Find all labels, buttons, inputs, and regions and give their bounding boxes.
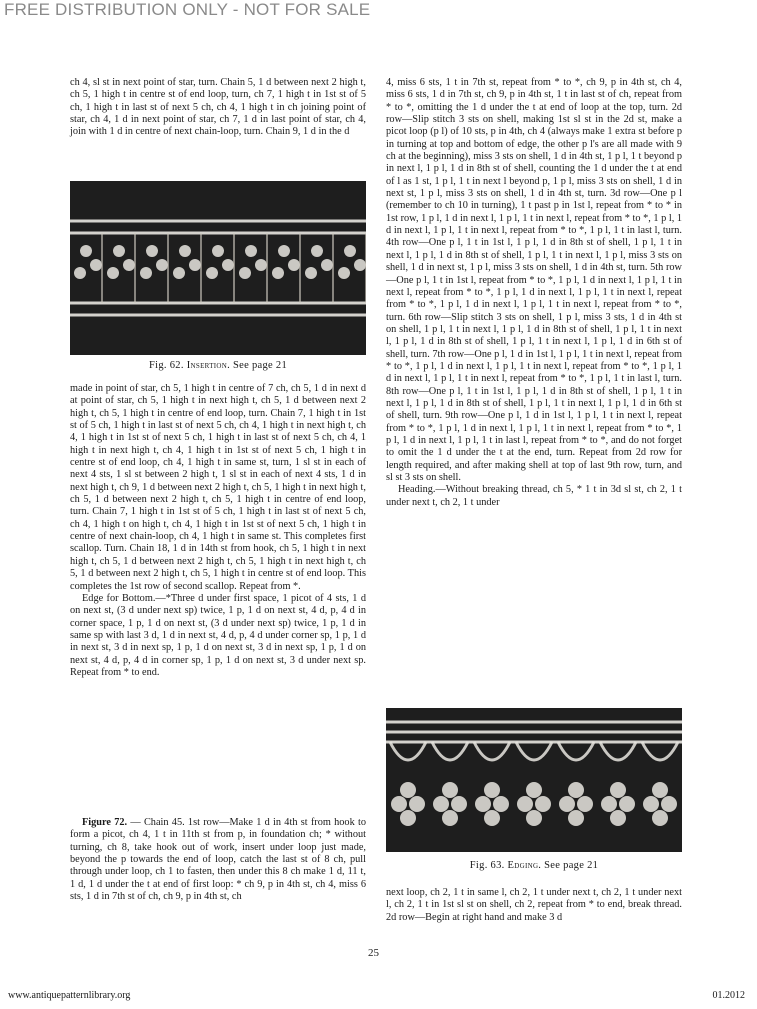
- figure-reference: See page 21: [544, 860, 599, 871]
- lace-flower: [493, 796, 509, 812]
- lace-motif: [338, 267, 350, 279]
- lace-flower: [526, 810, 542, 826]
- section-text: —Without breaking thread, ch 5, * 1 t in 3d sl st, ch 2, 1 t under next t, ch 2, 1 t under: [386, 484, 682, 508]
- lace-motif: [344, 245, 356, 257]
- section-heading: Figure 72.: [82, 817, 128, 828]
- section-text: —*Three d under first space, 1 picot of 4 sts, 1 d on next st, (3 d under next sp) twice, 1 p, 1 d on next st, 4 d, p, 4 d in corner space, 1 p, 1 d on next st, (3 d under next sp) twice, 1 p, 1 d in same sp with last 3 d, 1 d in next st, 4 d, p, 4 d under corner sp, 1 p, 1 d in next st, 3 d in next sp, 1 p, 1 d on next st, 3 d in next sp, 1 p, 1 d on next st, 4 d, p, 4 d in corner sp, 1 p, 1 d on next st, 3 d under next sp. Repeat from * to end.: [70, 592, 366, 678]
- lace-flower: [517, 796, 533, 812]
- lace-flower: [484, 782, 500, 798]
- lace-flower: [526, 782, 542, 798]
- figure-72-paragraph: [70, 817, 366, 903]
- edging-lace-image: [386, 708, 682, 852]
- lace-motif: [173, 267, 185, 279]
- figure-number: Fig. 62.: [148, 360, 184, 371]
- figure-reference: See page 21: [232, 360, 287, 371]
- lace-motif: [321, 259, 333, 271]
- lace-flower: [442, 810, 458, 826]
- figure-number: Fig. 63.: [469, 860, 505, 871]
- paragraph: ch 4, sl st in next point of star, turn. Chain 5, 1 d between next 2 high t, ch 5, 1 high t in centre st of end loop, turn, ch 7, 1 high t in 1st st of 5 ch, 1 high t in last st of next 5 ch, ch 4, 1 high t in ch joining point of star, ch 4, 1 d in next point of star, ch 7, 1 d in last point of star, ch 4, join with 1 d in centre of next chain-loop, turn. Chain 9, 1 d in the d: [70, 77, 366, 138]
- lace-motif: [311, 245, 323, 257]
- lace-flower: [391, 796, 407, 812]
- left-column-top-text: [70, 77, 366, 139]
- section-text: — Chain 45. 1st row—Make 1 d in 4th st from hook to form a picot, ch 4, 1 t in 11th st from p, in foundation ch; * without turning, ch 8, take hook out of work, insert under loop just made, beyond the p towards the end of loop, catch the last st of 8 ch, pull through under loop, ch 1 to fasten, then under this 8 ch make 1 d, 11 t, 1 d, 1 d under the t at end of first loop: * ch 9, p in 4th st, ch 4, miss 6 sts, 1 d in 7th st of ch, ch 9, p in 4th st, ch: [70, 817, 366, 903]
- right-column-top-text: [386, 77, 682, 509]
- lace-motif: [255, 259, 267, 271]
- lace-motif: [179, 245, 191, 257]
- distribution-banner: FREE DISTRIBUTION ONLY - NOT FOR SALE: [4, 0, 371, 19]
- paragraph: next loop, ch 2, 1 t in same l, ch 2, 1 t under next t, ch 2, 1 t under next l, ch 2, 1 t in 1st sl st on shell, ch 2, repeat from * to end, break thread. 2d row—Begin at right hand and make 3 d: [386, 887, 682, 923]
- lace-flower: [568, 810, 584, 826]
- lace-flower: [601, 796, 617, 812]
- lace-flower: [619, 796, 635, 812]
- page-number: 25: [368, 947, 379, 959]
- lace-flower: [475, 796, 491, 812]
- lace-motif: [288, 259, 300, 271]
- heading-paragraph: [386, 484, 682, 509]
- insertion-photo: [70, 181, 366, 355]
- right-column-bottom-text: [386, 887, 682, 924]
- lace-motif: [74, 267, 86, 279]
- lace-motif: [156, 259, 168, 271]
- footer-date: 01.2012: [712, 990, 745, 1001]
- lace-flower: [400, 810, 416, 826]
- paragraph: 4, miss 6 sts, 1 t in 7th st, repeat from * to *, ch 9, p in 4th st, ch 4, miss 6 sts, 1 d in 7th st, ch 9, p in 4th st, 1 t in last st of ch, repeat from * to *, omitting the 1 d under the t at end of loop at the top, turn. 2d row—Slip stitch 3 sts on shell, making 1st sl st in the 2d st, make a picot loop (p l) of 10 sts, p in 4th, ch 4 (always make 1 extra st before p in turning at top and bottom of edge, the other p l's are all made with 9 ch at the beginning), miss 3 sts on shell, 1 d in 4th st, 1 p l, 1 t beyond p in next l, 1 p l, 1 d in 8th st of shell, counting the 1 d under the t at end of l as 1 st, 1 p l, 1 t in next l beyond p, 1 p l, miss 3 sts on shell, 1 d in next st, 1 p l, miss 3 sts on shell, 1 d in 4th st, turn. 3d row—One p l (remember to ch 10 in turning), 1 t past p in 1st l, repeat from * to * in 1st row, 1 p l, 1 d in next l, 1 p l, 1 t in next l, repeat from * to *, 1 p l, 1 d in next l, 1 p l, 1 t in next l, repeat from * to *, 1 p l, 1 t in last l, turn. 4th row—One p l, 1 t in 1st l, 1 p l, 1 d in 8th st of shell, 1 p l, 1 t in next l, 1 p l, 1 d in 8th st of shell, 1 p l, 1 t in next l, 1 p l, miss 3 sts on shell, 1 d in next st, 1 p l, miss 3 sts on shell, 1 d in 4th st, turn. 5th row—One p l, 1 t in 1st l, repeat from * to *, 1 p l, 1 d in next l, 1 p l, 1 t in next l, repeat from * to *, 1 p l, 1 d in next l, 1 p l, 1 t in next l, repeat from * to *, 1 p l, 1 d in next l, 1 p l, 1 t in next l, repeat from * to *, turn. 6th row—Slip stitch 3 sts on shell, 1 p l, miss 3 sts, 1 d in 4th st on shell, 1 p l, 1 t in next l, 1 p l, 1 d in 8th st of shell, 1 p l, 1 t in next l, 1 p l, 1 d in 8th st of shell, 1 p l, 1 t in next l, 1 p l, 1 d in 6th st of shell, turn. 7th row—One p l, 1 d in 1st l, 1 p l, 1 t in next l, repeat from * to *, 1 p l, 1 d in next l, 1 p l, 1 t in next l, repeat from * to *, 1 p l, 1 d in next l, 1 p l, 1 t in next l, repeat from * to *, 1 p l, 1 t in last l, turn. 8th row—One p l, 1 t in 1st l, 1 p l, 1 d in 8th st of shell, 1 p l, 1 t in next l, 1 p l, 1 d in 8th st of shell, 1 p l, 1 t in next l, 1 p l, 1 d in 6th st of shell, turn. 9th row—One p l, 1 d in 1st l, 1 p l, 1 t in next l, repeat from * to *, 1 p l, 1 d in next l, 1 p l, 1 t in next l, repeat from * to *, 1 p l, 1 d in next l, 1 p l, 1 t in last l, repeat from * to *, and do not forget to omit the 1 d under the t at the end, turn. Repeat from 2d row for length required, and after making shell at top of last 9th row, turn, and sl st 3 sts on shell.: [386, 77, 682, 483]
- paragraph: made in point of star, ch 5, 1 high t in centre of 7 ch, ch 5, 1 d in next d at point of star, ch 5, 1 high t in next high t, ch 5, 1 d between next 2 high t, ch 5, 1 high t in centre of end loop, turn. Chain 7, 1 high t in 1st st of 5 ch, 1 high t in last st of next 5 ch, ch 4, 1 high t in next high t, ch 4, 1 high t in 1st st of next 5 ch, 1 high t in last st of next 5 ch, ch 4, 1 high t in next high t, ch 4, 1 high t in 1st st of next 5 ch, 1 high t in centre st of end loop, ch 4, 1 high t in same st, turn, 1 sl st in each of next 4 sts, 1 sl st between 2 high t, 1 sl st in each of next 4 sts, 1 d in next high t, ch 9, 1 d between next 2 high t, ch 5, 1 high t in next high t, ch 5, 1 d between next 2 high t, ch 5, 1 high t in centre of end loop, turn. Chain 7, 1 high t in 1st st of 5 ch, 1 high t in last st of next 5 ch, ch 4, 1 high t on high t, ch 4, 1 high t in 1st st of next 5 ch, 1 high t in centre of next chain-loop, ch 4, 1 high t in same st. This completes first scallop. Turn. Chain 18, 1 d in 14th st from hook, ch 5, 1 high t in next high t, ch 5, 1 d between next 2 high t, ch 5, 1 high t in next high t, ch 5, 1 d between next 2 high t, ch 5, 1 high t in centre st of end loop. This completes the 1st row of second scallop. Repeat from *.: [70, 383, 366, 592]
- lace-motif: [272, 267, 284, 279]
- figure-title: Edging.: [507, 860, 542, 871]
- lace-flower: [400, 782, 416, 798]
- left-column-bottom-text: [70, 817, 366, 903]
- lace-motif: [140, 267, 152, 279]
- lace-motif: [278, 245, 290, 257]
- section-heading: Edge for Bottom.: [82, 592, 156, 604]
- edge-for-bottom-paragraph: [70, 593, 366, 679]
- footer-website: www.antiquepatternlibrary.org: [8, 990, 131, 1001]
- lace-flower: [409, 796, 425, 812]
- lace-flower: [643, 796, 659, 812]
- lace-motif: [305, 267, 317, 279]
- lace-motif: [212, 245, 224, 257]
- lace-flower: [661, 796, 677, 812]
- lace-flower: [577, 796, 593, 812]
- lace-flower: [568, 782, 584, 798]
- lace-motif: [239, 267, 251, 279]
- lace-motif: [107, 267, 119, 279]
- lace-motif: [354, 259, 366, 271]
- lace-flower: [559, 796, 575, 812]
- lace-flower: [610, 810, 626, 826]
- lace-motif: [146, 245, 158, 257]
- insertion-lace-image: [70, 181, 366, 355]
- lace-motif: [80, 245, 92, 257]
- lace-flower: [610, 782, 626, 798]
- lace-flower: [442, 782, 458, 798]
- lace-motif: [245, 245, 257, 257]
- figure-63-caption: [386, 860, 682, 871]
- lace-motif: [113, 245, 125, 257]
- lace-flower: [652, 810, 668, 826]
- section-heading: Heading.: [398, 484, 436, 496]
- lace-motif: [189, 259, 201, 271]
- left-column-middle-text: [70, 383, 366, 679]
- lace-flower: [484, 810, 500, 826]
- lace-flower: [451, 796, 467, 812]
- lace-flower: [433, 796, 449, 812]
- lace-flower: [535, 796, 551, 812]
- figure-title: Insertion.: [186, 360, 231, 371]
- lace-motif: [90, 259, 102, 271]
- lace-flower: [652, 782, 668, 798]
- lace-motif: [206, 267, 218, 279]
- edging-photo: [386, 708, 682, 852]
- lace-motif: [222, 259, 234, 271]
- figure-62-caption: [70, 360, 366, 371]
- lace-motif: [123, 259, 135, 271]
